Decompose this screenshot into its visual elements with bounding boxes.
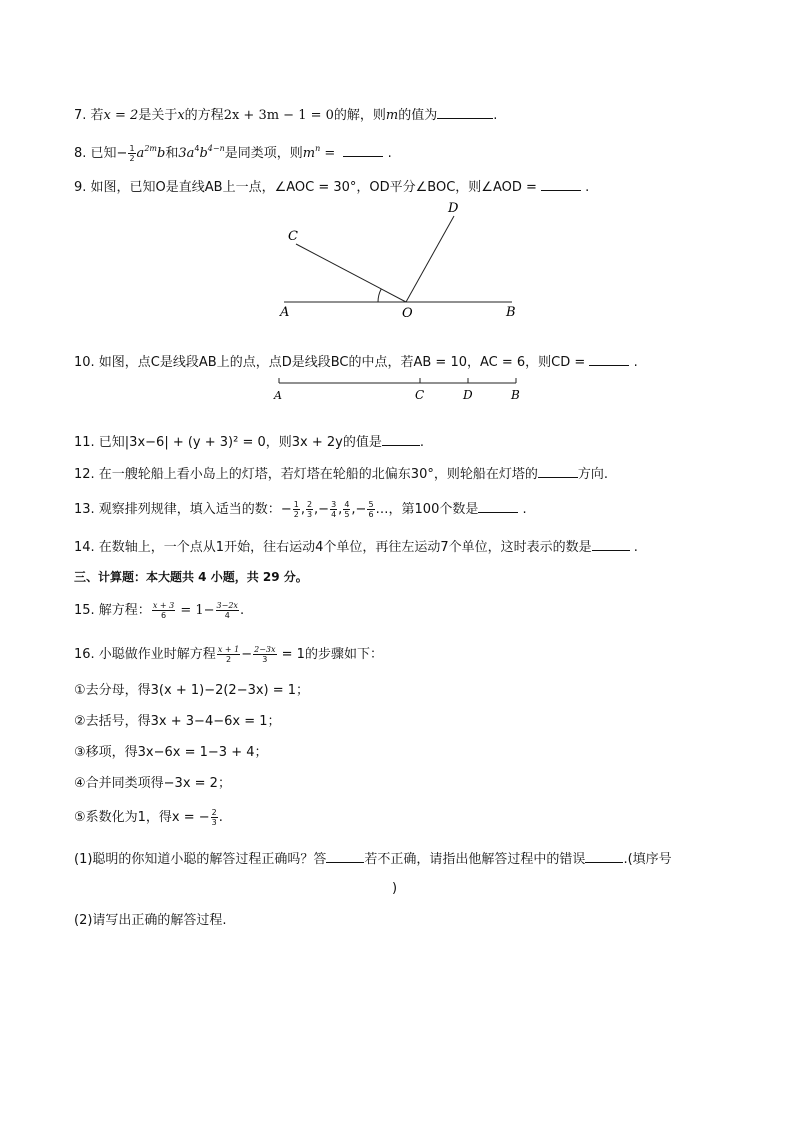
question-15 (74, 601, 244, 620)
figure-10-segment-diagram (270, 372, 530, 406)
q13-f5-num: 5 (368, 500, 374, 509)
q8-end: . (387, 146, 392, 161)
q13-f4-num: 4 (344, 500, 350, 509)
q11-end: . (419, 435, 424, 450)
q15-frac-1 (152, 601, 175, 620)
q7-suffix: 的值为 (398, 108, 438, 123)
q16-f1-den: 2 (225, 655, 232, 664)
q15-prefix: 15. 解方程： (74, 603, 151, 618)
q10-end: . (633, 355, 638, 370)
q13-f4-den: 5 (344, 510, 350, 519)
q7-var2: m (385, 108, 399, 123)
q13-frac-3 (330, 500, 337, 519)
q16-prefix: 16. 小聪做作业时解方程 (74, 647, 216, 662)
q7-mid2: 的方程 (184, 108, 224, 123)
q8-exp3: 4−n (207, 144, 225, 153)
question-13: 13. 观察排列规律，填入适当的数：− $\frac{1}{2}$ , $\frac{2}{3}$ ,− $\frac{3}{4}$ , $\frac{4}{5}$ ,− $\frac{5}{6}$ …，第100个数是 . (74, 500, 527, 519)
q16a-p3: .(填序号 (623, 852, 672, 867)
q8-exp2: 4 (194, 144, 200, 153)
q16b-text: (2)请写出正确的解答过程. (74, 913, 227, 928)
q13-f1-num: 1 (293, 500, 299, 509)
q8-term2b: b (199, 146, 208, 161)
angle-aoc-arc (378, 289, 381, 302)
q7-mid3: 的解，则 (333, 108, 386, 123)
q8-frac-den: 2 (129, 154, 135, 163)
q8-eq: = (320, 146, 340, 161)
q7-var: x (177, 108, 185, 123)
step-2-text: ②去括号，得3x + 3−4−6x = 1； (74, 714, 281, 729)
q7-eq2: 2x + 3m − 1 = 0 (223, 108, 334, 123)
q8-mid: 和 (165, 146, 179, 161)
question-14 (74, 536, 638, 557)
q8-mid2: 是同类项，则 (224, 146, 303, 161)
q8-fraction (128, 144, 135, 163)
q15-f1-den: 6 (160, 611, 167, 620)
q8-expr: m (302, 146, 316, 161)
q13-answer-blank[interactable] (478, 498, 518, 513)
q13-end: . (522, 502, 527, 517)
q16-minus: − (241, 647, 253, 662)
q16a-p1: (1)聪明的你知道小聪的解答过程正确吗？答 (74, 852, 327, 867)
q13-f1-den: 2 (293, 510, 299, 519)
q16a-answer-blank-1[interactable] (326, 848, 364, 863)
label-d: D (463, 388, 473, 402)
q10-answer-blank[interactable] (589, 351, 629, 366)
q16-f1-num: x + 1 (217, 645, 240, 654)
q8-answer-blank[interactable] (343, 142, 383, 157)
step-3-text: ③移项，得3x−6x = 1−3 + 4； (74, 745, 268, 760)
q16a-p4: ) (392, 881, 398, 896)
q8-exp1: 2m (144, 144, 157, 153)
step-3 (74, 744, 268, 762)
q13-f5-den: 6 (368, 510, 374, 519)
step-1-text: ①去分母，得3(x + 1)−2(2−3x) = 1； (74, 683, 310, 698)
label-b: B (506, 305, 516, 320)
q13-frac-1 (293, 500, 300, 519)
question-16-part-2 (74, 912, 227, 930)
step-5-den: 3 (211, 818, 217, 827)
q7-prefix: 7. 若 (74, 108, 104, 123)
q12-answer-blank[interactable] (538, 463, 578, 478)
ray-od (406, 216, 454, 302)
label-a: A (280, 305, 290, 320)
q15-f2-den: 4 (224, 611, 230, 620)
step-5-num: 2 (211, 808, 217, 817)
q8-exp4: n (315, 144, 321, 153)
q13-f2-den: 3 (306, 510, 313, 519)
q16-mid: = 1的步骤如下： (277, 647, 383, 662)
q15-f1-num: x + 3 (152, 601, 175, 610)
q13-frac-4 (343, 500, 350, 519)
step-5-fraction (211, 808, 218, 827)
q8-neg: − (116, 146, 128, 161)
step-4 (74, 775, 231, 793)
q14-text: 14. 在数轴上，一个点从1开始，往右运动4个单位，再往左运动7个单位，这时表示的数是 (74, 540, 592, 555)
step-1 (74, 682, 309, 700)
q15-mid: = 1− (176, 603, 215, 618)
q10-text: 10. 如图，点C是线段AB上的点，点D是线段BC的中点，若AB = 10，AC = 6，则CD = (74, 355, 586, 370)
q12-suffix: 方向. (577, 467, 608, 482)
q7-mid: 是关于 (138, 108, 178, 123)
q9-end: . (585, 180, 590, 195)
question-11 (74, 431, 424, 452)
section-3-heading (74, 568, 308, 586)
q15-frac-2 (216, 601, 239, 620)
section3-text: 三、计算题：本大题共 4 小题，共 29 分。 (74, 570, 308, 584)
q16a-p2: 若不正确，请指出他解答过程中的错误 (364, 852, 586, 867)
q7-answer-blank[interactable] (437, 104, 493, 119)
step-2 (74, 713, 281, 731)
q12-text: 12. 在一艘轮船上看小岛上的灯塔，若灯塔在轮船的北偏东30°，则轮船在灯塔的 (74, 467, 538, 482)
q16-f2-den: 3 (262, 655, 268, 664)
q13-prefix: 13. 观察排列规律，填入适当的数： (74, 502, 281, 517)
step-4-text: ④合并同类项得−3x = 2； (74, 776, 231, 791)
q9-text: 9. 如图，已知O是直线AB上一点，∠AOC = 30°，OD平分∠BOC，则∠AOD = (74, 180, 537, 195)
q8-term2: 3a (178, 146, 195, 161)
q16-f2-num: 2−3x (254, 645, 276, 654)
question-12 (74, 463, 608, 484)
label-b: B (511, 388, 520, 402)
label-a: A (274, 389, 282, 402)
q7-eq1: x = 2 (103, 108, 139, 123)
question-9 (74, 176, 589, 197)
q7-end: . (493, 108, 498, 123)
question-16-part-1 (74, 848, 672, 869)
question-16 (74, 645, 383, 664)
q13-f2-num: 2 (306, 500, 313, 509)
step-5-prefix: ⑤系数化为1，得x = − (74, 810, 210, 825)
step-5-suffix: . (218, 810, 223, 825)
q9-answer-blank[interactable] (541, 176, 581, 191)
step-5 (74, 808, 223, 827)
q16a-answer-blank-2[interactable] (585, 848, 623, 863)
label-c: C (415, 388, 425, 402)
q13-f3-num: 3 (331, 500, 337, 509)
q13-frac-2 (306, 500, 313, 519)
q11-answer-blank[interactable] (382, 431, 420, 446)
q8-frac-num: 1 (129, 144, 135, 153)
question-10 (74, 351, 638, 372)
question-7 (74, 104, 497, 125)
label-d: D (448, 201, 459, 216)
q13-dots: …，第100个数是 (375, 502, 479, 517)
q13-f3-den: 4 (331, 510, 337, 519)
figure-9-angle-diagram (270, 196, 540, 324)
q14-end: . (633, 540, 638, 555)
q15-f2-num: 3−2x (216, 601, 238, 610)
label-c: C (288, 229, 298, 244)
q11-text: 11. 已知|3x−6| + (y + 3)² = 0，则3x + 2y的值是 (74, 435, 382, 450)
question-8 (74, 140, 392, 163)
q13-frac-5 (367, 500, 374, 519)
q8-prefix: 8. 已知 (74, 146, 117, 161)
q16-frac-1 (217, 645, 240, 664)
q16-frac-2 (253, 645, 276, 664)
ray-oc (296, 244, 406, 302)
q8-term1b: b (157, 146, 166, 161)
question-16-part-1-close (392, 880, 397, 898)
label-o: O (402, 306, 413, 321)
q8-term1: a (136, 146, 145, 161)
q14-answer-blank[interactable] (592, 536, 630, 551)
q15-suffix: . (239, 603, 245, 618)
